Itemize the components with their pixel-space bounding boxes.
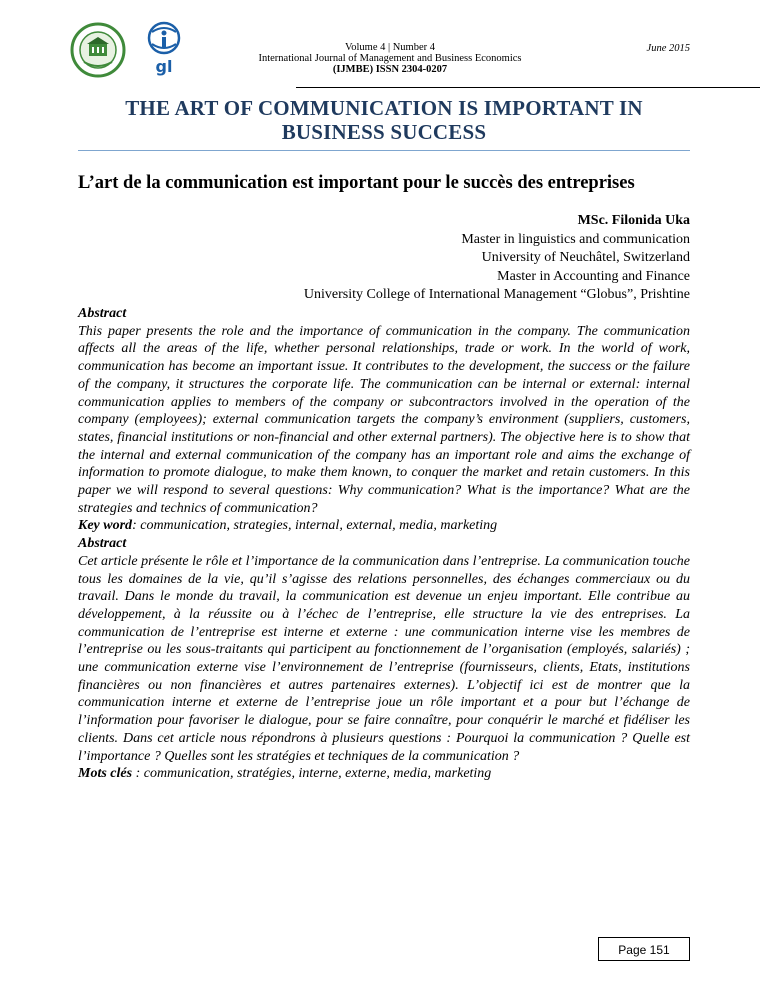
keywords-list-fr: : communication, stratégies, interne, externe, media, marketing xyxy=(132,766,492,782)
author-affiliation: Master in Accounting and Finance xyxy=(497,268,690,284)
keywords-en xyxy=(78,517,690,535)
title-divider xyxy=(78,150,690,151)
keywords-fr xyxy=(78,765,690,783)
journal-issn: (IJMBE) ISSN 2304-0207 xyxy=(332,64,448,75)
publication-date: June 2015 xyxy=(646,43,690,54)
page-number: Page 151 xyxy=(598,937,690,961)
journal-volume: Volume 4 | Number 4 xyxy=(345,42,435,53)
keywords-label-fr: Mots clés xyxy=(78,766,133,782)
abstract-text-en: This paper presents the role and the importance of communication in the company. The communication affects all the areas of the life, whether personal relationships, trade or work. In the world of work, communication has become an important issue. It contributes to the development, the success or the failure of the company, it structures the corporate life. The communication can be internal or external: internal communication applies to members of the company or subcontractors involved in the operation of the company (employees); external communication targets the company’s environment (suppliers, customers, states, financial institutions or non-financial and other external partners). The objective here is to show that the internal and external communication of the company has an important role and aims the exchange of information to promote dialogue, to make them known, to conquer the market and retain customers. In this paper we will respond to several questions: Why communication? What is the importance? What are the strategies and technics of communication? xyxy=(78,323,690,516)
author-affiliation: University College of International Management “Globus”, Prishtine xyxy=(303,287,690,303)
keywords-label-en: Key word xyxy=(78,518,133,534)
keywords-list-en: : communication, strategies, internal, external, media, marketing xyxy=(132,518,498,534)
globus-logo xyxy=(132,20,196,78)
abstract-section xyxy=(78,305,690,783)
header-divider xyxy=(296,87,760,88)
author-name: MSc. Filonida Uka xyxy=(577,213,690,228)
abstract-text-fr: Cet article présente le rôle et l’importance de la communication dans l’entreprise. La communication touche tous les domaines de la vie, qu’il s’agisse des relations personnelles, des échanges commerciaux ou du travail. Dans le monde du travail, la communication est devenue un enjeu important. Elle contribue au développement, à la réussite ou à l’échec de l’entreprise, elle structure la vie des entreprises. La communication de l’entreprise est interne et externe : une communication interne vise les membres de l’entreprise ou les sous-traitants qui participent au fonctionnement de l’organisation (employés, salariés) ; une communication externe vise l’environnement de l’entreprise (fournisseurs, clients, Etats, institutions financières ou non financières et autres partenaires externes). L’objectif ici est de montrer que la communication interne et externe de l’entreprise joue un rôle important et a pour but l’échange de l’information pour favoriser le dialogue, pour se faire connaître, pour conquérir le marché et fidéliser les clients. Dans cet article nous répondrons à plusieurs questions : Pourquoi la communication ? Quelle est l’importance ? Quelles sont les stratégies et techniques de la communication ? xyxy=(78,553,690,764)
author-affiliation: Master in linguistics and communication xyxy=(461,231,690,247)
svg-text:gl: gl xyxy=(155,57,173,76)
paper-subtitle: L’art de la communication est important pour le succès des entreprises xyxy=(78,173,635,193)
university-seal-logo xyxy=(70,22,126,78)
journal-info xyxy=(230,42,550,75)
abstract-heading-en: Abstract xyxy=(78,306,127,321)
abstract-heading-fr: Abstract xyxy=(78,536,127,552)
page-header xyxy=(70,20,690,80)
author-block xyxy=(90,212,690,305)
author-affiliation: University of Neuchâtel, Switzerland xyxy=(481,250,690,266)
paper-title: THE ART OF COMMUNICATION IS IMPORTANT IN BUSINESS SUCCESS xyxy=(125,96,643,144)
journal-name: International Journal of Management and Business Economics xyxy=(258,53,522,64)
